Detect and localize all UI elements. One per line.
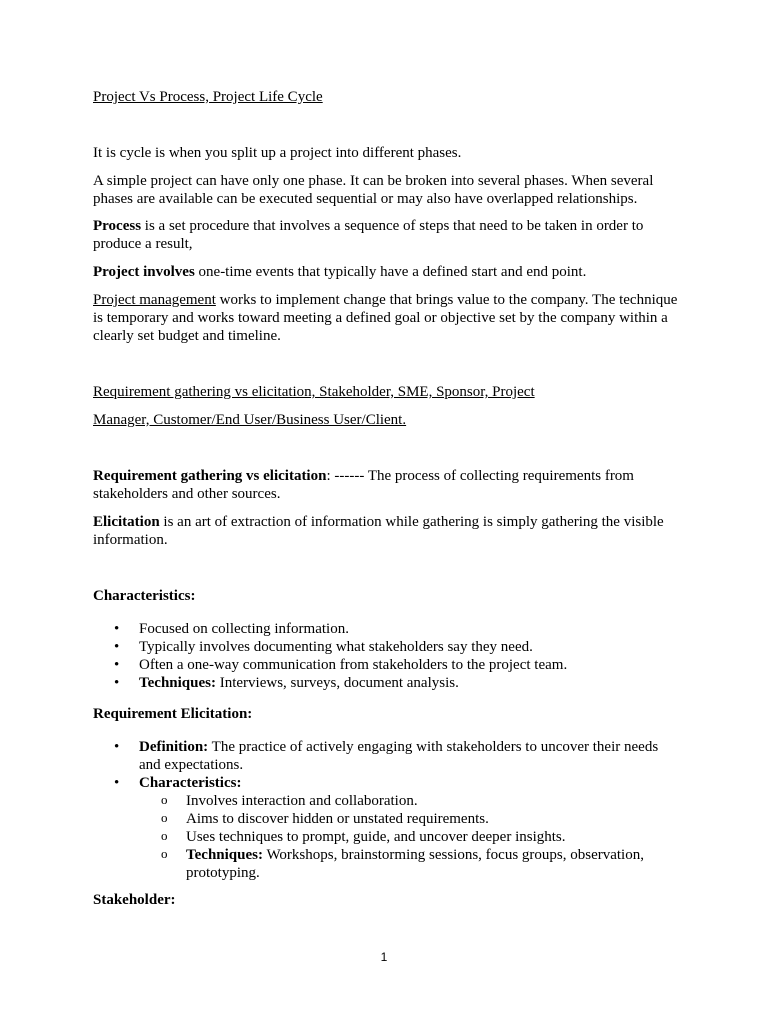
section-heading-requirement-line2: Manager, Customer/End User/Business User/Client. [93,412,407,428]
characteristics-heading: Characteristics: [93,588,196,604]
section-heading-requirement-line1: Requirement gathering vs elicitation, Stakeholder, SME, Sponsor, Project [93,384,535,400]
sublist-item: o Uses techniques to prompt, guide, and uncover deeper insights. [139,828,683,846]
paragraph-project [93,263,683,281]
requirement-gathering-definition: : ------ The process of collecting requirements from stakeholders and other sources. [93,468,634,502]
paragraph-process [93,217,683,253]
page-heading-project-vs-process: Project Vs Process, Project Life Cycle [93,89,323,105]
paragraph-elicitation [93,513,683,549]
term-elicitation: Elicitation [93,514,160,530]
page-number: 1 [380,950,388,964]
paragraph-requirement-gathering [93,467,683,503]
sublist-item: o Aims to discover hidden or unstated requirements. [139,810,683,828]
characteristics-sublist [139,792,683,882]
paragraph-project-management [93,291,683,345]
stakeholder-heading: Stakeholder: [93,892,176,908]
elicitation-definition: is an art of extraction of information while gathering is simply gathering the visible information. [93,514,664,548]
list-item-techniques: • Techniques: Interviews, surveys, document analysis. [93,674,683,692]
paragraph-simple-project: A simple project can have only one phase. It can be broken into several phases. When several phases are available can be executed sequential or may also have overlapped relationships. [93,173,654,207]
characteristics-list [93,620,683,692]
project-definition: one-time events that typically have a defined start and end point. [194,264,587,280]
sublist-item: o Involves interaction and collaboration. [139,792,683,810]
process-definition: is a set procedure that involves a sequence of steps that need to be taken in order to produce a result, [93,218,644,252]
list-item: • Often a one-way communication from stakeholders to the project team. [93,656,683,674]
term-process: Process [93,218,142,234]
paragraph-cycle: It is cycle is when you split up a project into different phases. [93,145,462,161]
term-project-involves: Project involves [93,264,195,280]
list-item-characteristics: • Characteristics: o Involves interaction and collaboration. o Aims to discover hidden or unstated requirements. o Uses techniques to prompt, guide, and uncover deeper insights. o Techniques: Workshops, brainstorming sessions, focus groups, observation, prototyping. [93,774,683,882]
list-item: • Typically involves documenting what stakeholders say they need. [93,638,683,656]
term-project-management: Project management [93,292,216,308]
term-requirement-gathering: Requirement gathering vs elicitation [93,468,327,484]
sublist-item-techniques: o Techniques: Workshops, brainstorming sessions, focus groups, observation, prototyping. [139,846,683,882]
list-item-definition: • Definition: The practice of actively engaging with stakeholders to uncover their needs and expectations. [93,738,683,774]
list-item: • Focused on collecting information. [93,620,683,638]
requirement-elicitation-list [93,738,683,882]
requirement-elicitation-heading: Requirement Elicitation: [93,706,253,722]
project-management-definition: works to implement change that brings value to the company. The technique is temporary and works toward meeting a defined goal or objective set by the company within a clearly set budget and timeline. [93,292,678,344]
